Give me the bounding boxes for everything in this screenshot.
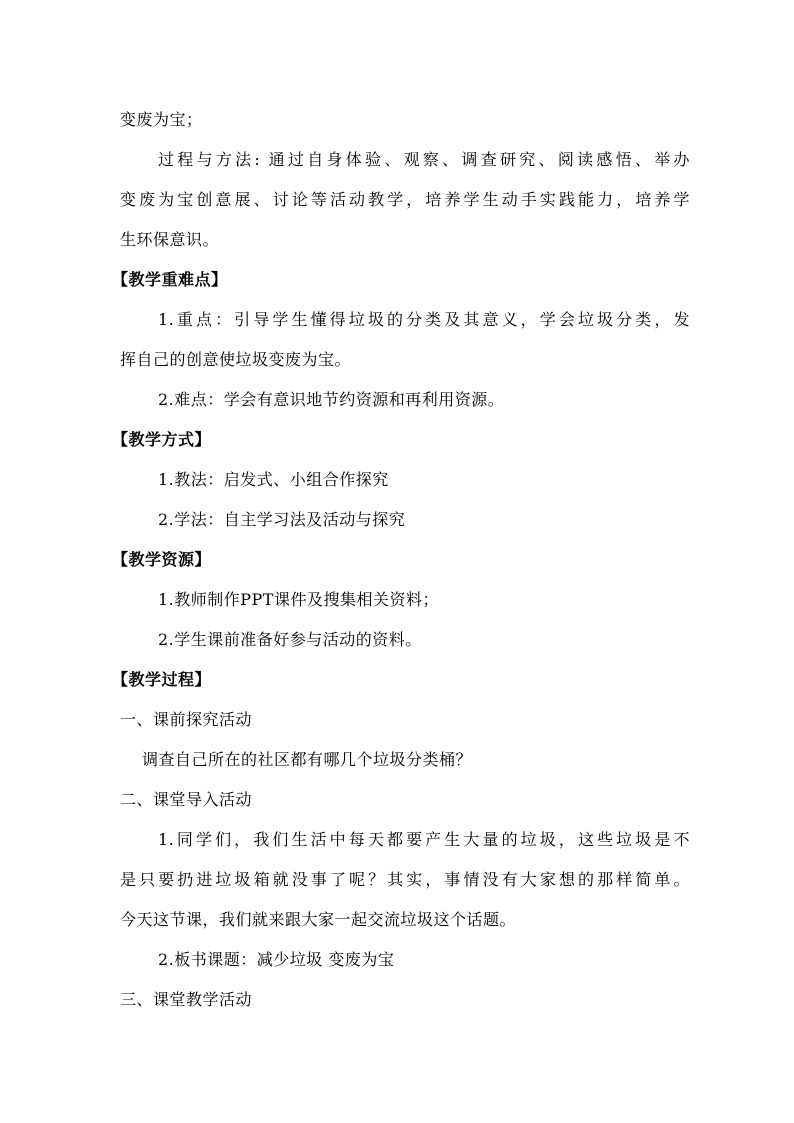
heading-text: 【教学重难点】 [112,270,228,289]
text-line: 是只要扔进垃圾箱就没事了呢？其实，事情没有大家想的那样简单。 [120,870,690,889]
text-line: 1.重点：引导学生懂得垃圾的分类及其意义，学会垃圾分类，发 [158,310,690,329]
text-line: 1.教师制作PPT课件及搜集相关资料； [158,590,439,609]
text-line: 过程与方法: 通过自身体验、观察、调查研究、阅读感悟、举办 [158,150,690,169]
text-line: 挥自己的创意使垃圾变废为宝。 [120,350,352,369]
text-line: 变废为宝创意展、讨论等活动教学，培养学生动手实践能力，培养学 [120,190,690,209]
section-heading-resources [112,540,690,580]
subsection-title: 二、课堂导入活动 [120,790,253,809]
heading-text: 【教学过程】 [112,670,212,689]
text-line: 2.板书课题：减少垃圾 变废为宝 [158,950,395,969]
text-line: 2.难点：学会有意识地节约资源和再利用资源。 [158,390,505,409]
text-line: 调查自己所在的社区都有哪几个垃圾分类桶？ [142,750,473,769]
section-heading-method [112,420,690,460]
subsection-title: 一、课前探究活动 [120,710,253,729]
section-heading-difficulty [112,260,690,300]
text-line: 2.学法：自主学习法及活动与探究 [158,510,406,529]
subsection-title: 三、课堂教学活动 [120,990,253,1009]
document-page [112,100,690,1020]
text-line: 2.学生课前准备好参与活动的资料。 [158,630,422,649]
section-heading-process [112,660,690,700]
text-line: 1.教法：启发式、小组合作探究 [158,470,389,489]
heading-text: 【教学方式】 [112,430,212,449]
text-line: 变废为宝； [120,110,203,129]
heading-text: 【教学资源】 [112,550,212,569]
text-line: 生环保意识。 [120,230,220,249]
text-line: 1.同学们，我们生活中每天都要产生大量的垃圾，这些垃圾是不 [158,830,690,849]
text-line: 今天这节课，我们就来跟大家一起交流垃圾这个话题。 [120,910,517,929]
